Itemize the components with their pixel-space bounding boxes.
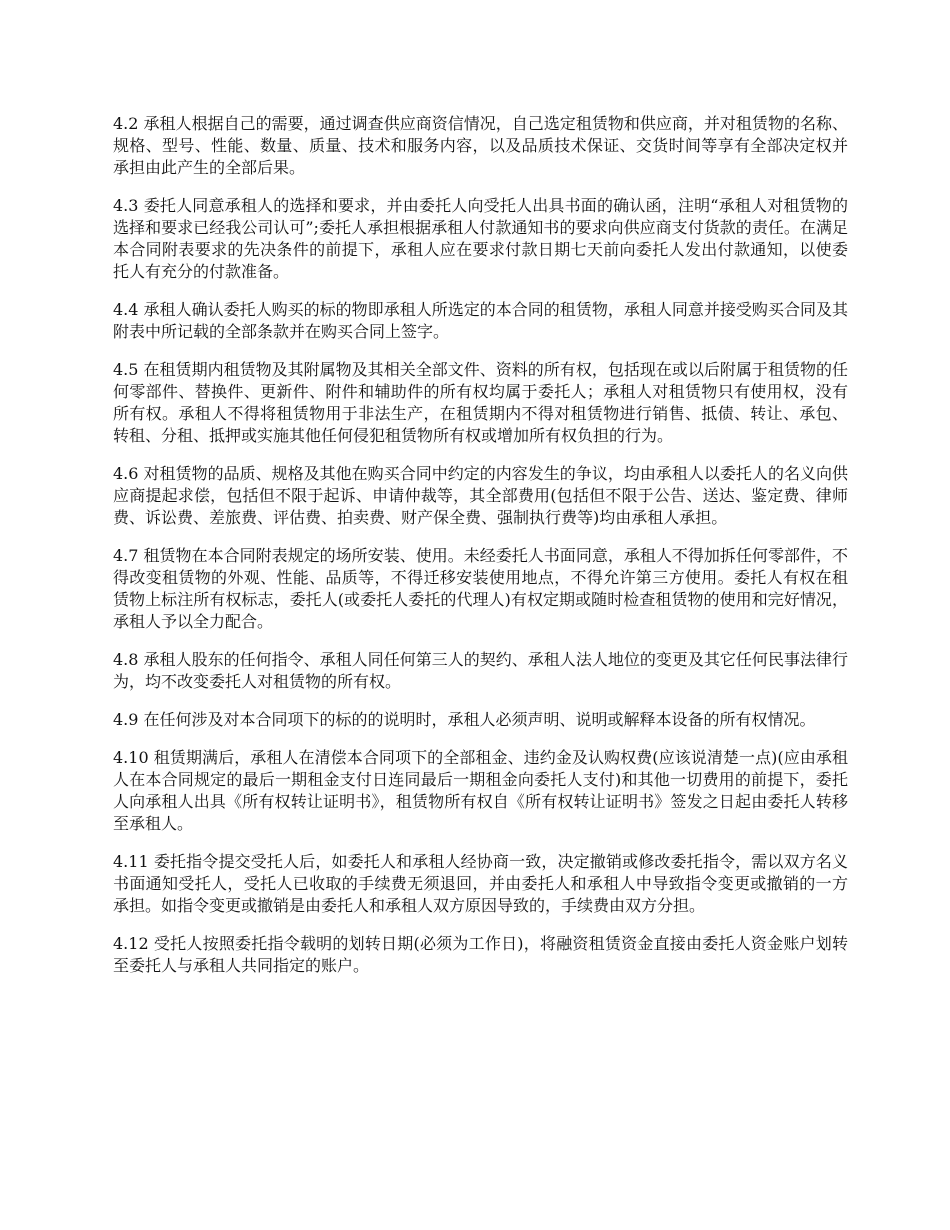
clause-4-11: 4.11 委托指令提交受托人后，如委托人和承租人经协商一致，决定撤销或修改委托指令，需以双方名义书面通知受托人，受托人已收取的手续费无须退回，并由委托人和承租人中导致指令变更或撤销的一方承担。如指令变更或撤销是由委托人和承租人双方原因导致的，手续费由双方分担。 bbox=[113, 852, 848, 915]
clause-4-7: 4.7 租赁物在本合同附表规定的场所安装、使用。未经委托人书面同意，承租人不得加拆任何零部件，不得改变租赁物的外观、性能、品质等，不得迁移安装使用地点，不得允许第三方使用。委托人有权在租赁物上标注所有权标志，委托人(或委托人委托的代理人)有权定期或随时检查租赁物的使用和完好情况，承租人予以全力配合。 bbox=[113, 546, 848, 631]
clause-4-12: 4.12 受托人按照委托指令载明的划转日期(必须为工作日)，将融资租赁资金直接由委托人资金账户划转至委托人与承租人共同指定的账户。 bbox=[113, 934, 848, 975]
clause-4-5: 4.5 在租赁期内租赁物及其附属物及其相关全部文件、资料的所有权，包括现在或以后附属于租赁物的任何零部件、替换件、更新件、附件和辅助件的所有权均属于委托人；承租人对租赁物只有使用权，没有所有权。承租人不得将租赁物用于非法生产，在租赁期内不得对租赁物进行销售、抵债、转让、承包、转租、分租、抵押或实施其他任何侵犯租赁物所有权或增加所有权负担的行为。 bbox=[113, 360, 848, 445]
clause-4-3: 4.3 委托人同意承租人的选择和要求，并由委托人向受托人出具书面的确认函，注明“承租人对租赁物的选择和要求已经我公司认可”;委托人承担根据承租人付款通知书的要求向供应商支付货款的责任。在满足本合同附表要求的先决条件的前提下，承租人应在要求付款日期七天前向委托人发出付款通知，以使委托人有充分的付款准备。 bbox=[113, 196, 848, 281]
clause-4-6: 4.6 对租赁物的品质、规格及其他在购买合同中约定的内容发生的争议，均由承租人以委托人的名义向供应商提起求偿，包括但不限于起诉、申请仲裁等，其全部费用(包括但不限于公告、送达、鉴定费、律师费、诉讼费、差旅费、评估费、拍卖费、财产保全费、强制执行费等)均由承租人承担。 bbox=[113, 464, 848, 527]
document-body bbox=[113, 113, 848, 993]
clause-4-10: 4.10 租赁期满后，承租人在清偿本合同项下的全部租金、违约金及认购权费(应该说清楚一点)(应由承租人在本合同规定的最后一期租金支付日连同最后一期租金向委托人支付)和其他一切费用的前提下，委托人向承租人出具《所有权转让证明书》，租赁物所有权自《所有权转让证明书》签发之日起由委托人转移至承租人。 bbox=[113, 748, 848, 833]
clause-4-8: 4.8 承租人股东的任何指令、承租人同任何第三人的契约、承租人法人地位的变更及其它任何民事法律行为，均不改变委托人对租赁物的所有权。 bbox=[113, 650, 848, 691]
clause-4-2: 4.2 承租人根据自己的需要，通过调查供应商资信情况，自己选定租赁物和供应商，并对租赁物的名称、规格、型号、性能、数量、质量、技术和服务内容，以及品质技术保证、交货时间等享有全部决定权并承担由此产生的全部后果。 bbox=[113, 114, 848, 177]
clause-4-9: 4.9 在任何涉及对本合同项下的标的的说明时，承租人必须声明、说明或解释本设备的所有权情况。 bbox=[113, 710, 816, 729]
clause-4-4: 4.4 承租人确认委托人购买的标的物即承租人所选定的本合同的租赁物，承租人同意并接受购买合同及其附表中所记载的全部条款并在购买合同上签字。 bbox=[113, 300, 848, 341]
